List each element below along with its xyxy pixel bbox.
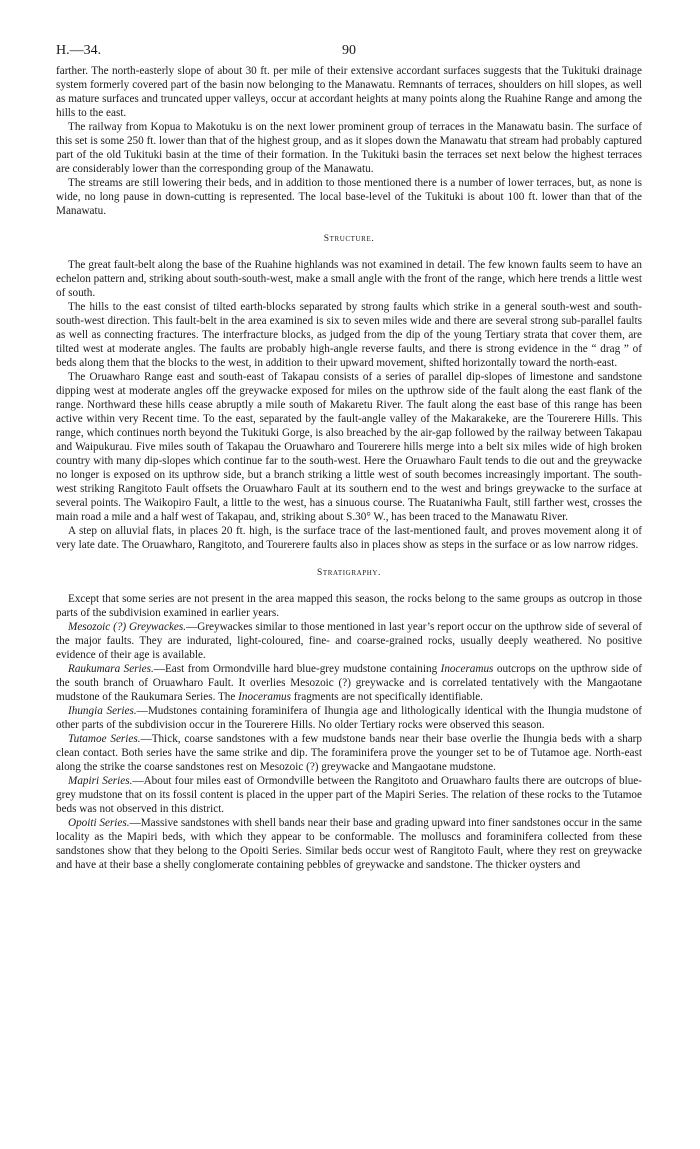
paragraph-mapiri-series bbox=[56, 774, 642, 816]
entry-text: fragments are not specifically identifiable. bbox=[291, 691, 483, 703]
entry-lead: Ihungia Series. bbox=[68, 705, 137, 717]
paragraph-raukumara-series bbox=[56, 662, 642, 704]
entry-text: —About four miles east of Ormondville between the Rangitoto and Oruawharo faults there are outcrops of blue-grey mudstone that on its fossil content is placed in the upper part of the Mapiri Series. The relation of these rocks to the Tutamoe beds was not observed in this district. bbox=[56, 775, 642, 815]
entry-lead: Opoiti Series. bbox=[68, 817, 130, 829]
document-page bbox=[56, 44, 642, 872]
section-heading-structure: Structure. bbox=[323, 234, 375, 244]
intro-section bbox=[56, 64, 642, 218]
section-heading-stratigraphy: Stratigraphy. bbox=[316, 568, 382, 578]
structure-section bbox=[56, 232, 642, 552]
taxon-name: Inoceramus bbox=[440, 663, 494, 675]
entry-text: —Thick, coarse sandstones with a few mudstone bands near their base overlie the Ihungia beds with a sharp clean contact. Both series have the same strike and dip. The foraminifera prove the younger set to be of Tutamoe age. North-east along the strike the coarse sandstones rest on Mesozoic (?) greywacke and Mangaotane mudstone. bbox=[56, 733, 642, 773]
page-number: 90 bbox=[342, 43, 356, 58]
entry-text: —Massive sandstones with shell bands near their base and grading upward into finer sandstones occur in the same locality as the Mapiri beds, with which they appear to be conformable. The molluscs and foraminifera collected from these sandstones show that they belong to the Opoiti Series. Similar beds occur west of Rangitoto Fault, where they rest on greywacke and have at their base a shelly conglomerate containing pebbles of greywacke and sandstone. The thicker oysters and bbox=[56, 817, 643, 871]
paragraph: A step on alluvial flats, in places 20 ft. high, is the surface trace of the last-mentioned fault, and proves movement along it of very late date. The Oruawharo, Rangitoto, and Tourerere faults also in places show as steps in the surface or as low narrow ridges. bbox=[56, 525, 642, 551]
paragraph-tutamoe-series bbox=[56, 732, 642, 774]
document-reference: H.—34. bbox=[56, 43, 102, 58]
entry-lead: Mapiri Series. bbox=[68, 775, 133, 787]
taxon-name: Inoceramus bbox=[238, 691, 291, 703]
paragraph: farther. The north-easterly slope of about 30 ft. per mile of their extensive accordant surfaces suggests that the Tukituki drainage system formerly covered part of the basin now belonging to the Manawatu. Remnants of terraces, shoulders on hill slopes, as well as mature surfaces and truncated upper valleys, occur at accordant heights at many points along the Ruahine Range and among the hills to the east. bbox=[56, 65, 642, 119]
page-header bbox=[56, 44, 642, 64]
stratigraphy-section bbox=[56, 566, 642, 872]
entry-text: —Greywackes similar to those mentioned in last year’s report occur on the upthrow side of several of the major faults. They are indurated, light-coloured, fine- and coarse-grained rocks, usually deeply weathered. No positive evidence of their age is available. bbox=[56, 621, 642, 661]
paragraph: Except that some series are not present in the area mapped this season, the rocks belong to the same groups as outcrop in those parts of the subdivision examined in earlier years. bbox=[56, 593, 642, 619]
paragraph-ihungia-series bbox=[56, 704, 642, 732]
paragraph: The railway from Kopua to Makotuku is on the next lower prominent group of terraces in the Manawatu basin. The surface of this set is some 250 ft. lower than that of the highest group, and as it slopes down the Manawatu that stream had probably captured part of the old Tukituki basin at the time of their formation. In the Tukituki basin the terraces set next below the highest terraces are considerably lower than the corresponding group of the Manawatu. bbox=[56, 121, 642, 175]
paragraph: The streams are still lowering their beds, and in addition to those mentioned there is a number of lower terraces, but, as none is wide, no long pause in down-cutting is represented. The local base-level of the Tukituki is about 100 ft. lower than that of the Manawatu. bbox=[56, 177, 642, 217]
paragraph-mesozoic-greywackes bbox=[56, 620, 642, 662]
paragraph: The hills to the east consist of tilted earth-blocks separated by strong faults which strike in a general south-west and south-south-west direction. This fault-belt in the area examined is six to seven miles wide and there are several strong sub-parallel faults as well as connecting fractures. The interfracture blocks, as judged from the dip of the young Tertiary strata that cover them, are tilted west at moderate angles. The faults are probably high-angle reverse faults, and there is strong evidence in the “ drag ” of beds along them that the blocks to the west, in addition to their upward movement, shifted horizontally toward the north-east. bbox=[56, 301, 642, 369]
entry-text: —East from Ormondville hard blue-grey mudstone containing bbox=[153, 663, 441, 675]
entry-lead: Tutamoe Series. bbox=[68, 733, 141, 745]
entry-text: outcrops on the upthrow side of the south branch of Oruawharo Fault. It overlies Mesozoic (?) greywacke and is correlated tentatively with the Mangaotane mudstone of the Raukumara Series. The bbox=[56, 663, 642, 703]
entry-lead: Raukumara Series. bbox=[68, 663, 154, 675]
entry-text: —Mudstones containing foraminifera of Ihungia age and lithologically identical with the Ihungia mudstone of other parts of the subdivision occur in the Tourerere Hills. No older Tertiary rocks were observed this season. bbox=[56, 705, 642, 731]
paragraph: The great fault-belt along the base of the Ruahine highlands was not examined in detail. The few known faults seem to have an echelon pattern and, striking about south-south-west, make a small angle with the front of the range, which here trends a little west of south. bbox=[56, 259, 642, 299]
paragraph-opoiti-series bbox=[56, 816, 642, 872]
entry-lead: Mesozoic (?) Greywackes. bbox=[68, 621, 187, 633]
paragraph: The Oruawharo Range east and south-east of Takapau consists of a series of parallel dip-slopes of limestone and sandstone dipping west at moderate angles off the greywacke exposed for miles on the upthrow side of the fault along the east flank of the range. Northward these hills cease abruptly a mile south of Makaretu River. The fault along the east base of this range has been active within very Recent time. To the east, separated by the fault-angle valley of the Makarakeke, are the Tourerere Hills. This range, which continues north beyond the Tukituki Gorge, is also breached by the air-gap followed by the railway between Takapau and Waipukurau. Five miles south of Takapau the Oruawharo and Tourerere hills merge into a belt six miles wide of high broken country with many dip-slopes which continue far to the south-west. Here the Oruawharo Fault tends to die out and the greywacke no longer is exposed on its upthrow side, but a branch striking a little west of south becomes increasingly important. The south-west striking Rangitoto Fault offsets the Oruawharo Fault at its southern end to the west and brings greywacke to the surface at several points. The Waikopiro Fault, a little to the west, has a sinuous course. The Ruataniwha Fault, still farther west, crosses the main road a mile and a half west of Takapau, and, striking about S.30° W., has been traced to the Manawatu River. bbox=[56, 371, 642, 523]
